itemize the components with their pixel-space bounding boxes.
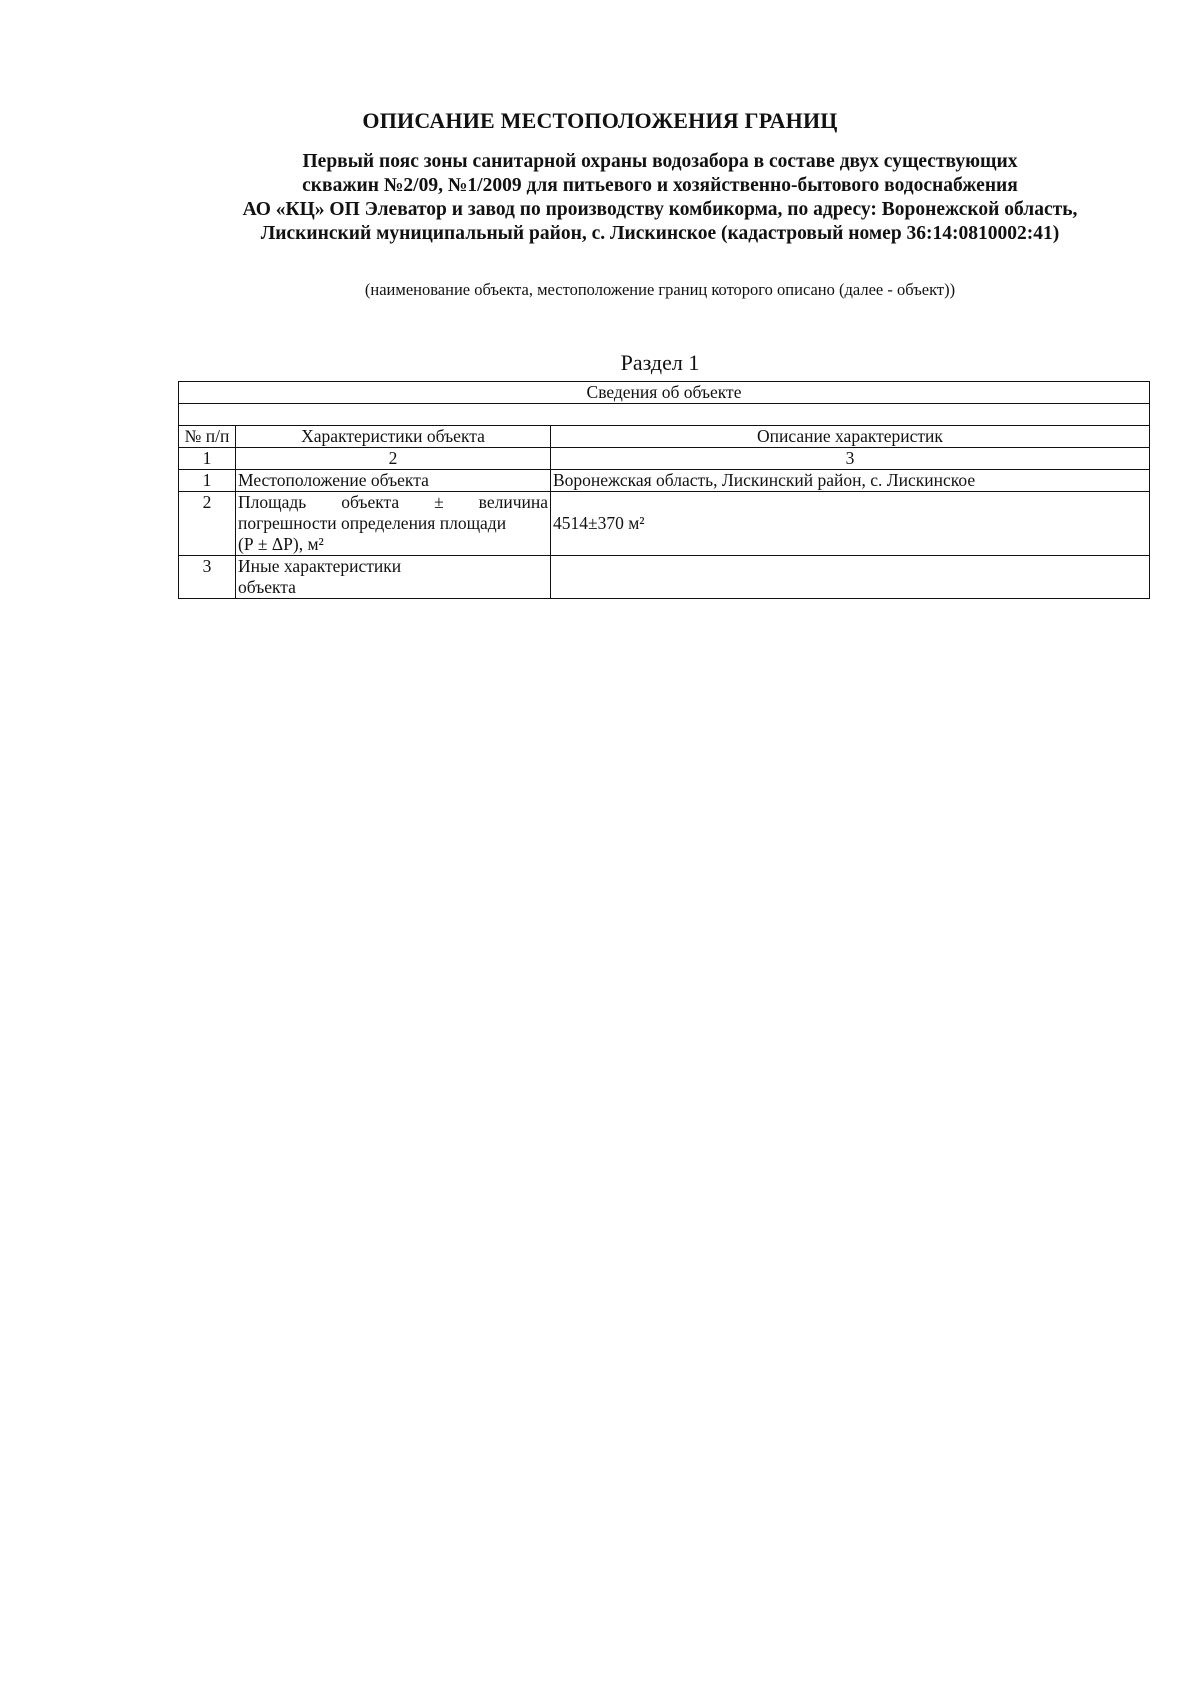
characteristic-line: Площадь объекта ± величина	[238, 492, 548, 512]
table-row	[179, 492, 1150, 556]
row-value: 4514±370 м²	[551, 492, 1150, 556]
characteristic-line: (Р ± ΔР), м²	[238, 534, 324, 554]
table-row	[179, 556, 1150, 599]
object-caption: (наименование объекта, местоположение границ которого описано (далее - объект))	[364, 280, 956, 299]
row-characteristic	[236, 492, 551, 556]
subtitle-line: АО «КЦ» ОП Элеватор и завод по производству комбикорма, по адресу: Воронежской область,	[242, 199, 1078, 220]
characteristic-line: объекта	[238, 577, 296, 597]
column-header-description: Описание характеристик	[551, 426, 1150, 448]
table-column-numbers-row	[179, 448, 1150, 470]
row-characteristic: Местоположение объекта	[236, 470, 551, 492]
column-number: 3	[551, 448, 1150, 470]
column-header-characteristic: Характеристики объекта	[236, 426, 551, 448]
subtitle-line: Первый пояс зоны санитарной охраны водозабора в составе двух существующих	[302, 151, 1018, 172]
object-info-table	[178, 381, 1150, 599]
table-empty-row	[179, 404, 1150, 426]
row-number: 1	[179, 470, 236, 492]
characteristic-line: Иные характеристики	[238, 556, 402, 576]
table-header-row	[179, 426, 1150, 448]
object-name	[160, 150, 1160, 246]
row-number: 3	[179, 556, 236, 599]
column-header-number: № п/п	[179, 426, 236, 448]
column-number: 2	[236, 448, 551, 470]
row-value: Воронежская область, Лискинский район, с. Лискинское	[551, 470, 1150, 492]
subtitle-line: Лискинский муниципальный район, с. Лискинское (кадастровый номер 36:14:0810002:41)	[260, 223, 1060, 244]
table-empty-cell	[179, 404, 1150, 426]
characteristic-line: погрешности определения площади	[238, 513, 507, 533]
subtitle-line: скважин №2/09, №1/2009 для питьевого и хозяйственно-бытового водоснабжения	[302, 175, 1018, 196]
table-row	[179, 470, 1150, 492]
table-heading: Сведения об объекте	[179, 382, 1150, 404]
table-heading-row	[179, 382, 1150, 404]
row-value	[551, 556, 1150, 599]
column-number: 1	[179, 448, 236, 470]
row-number: 2	[179, 492, 236, 556]
section-title: Раздел 1	[620, 350, 700, 375]
row-characteristic	[236, 556, 551, 599]
document-title: ОПИСАНИЕ МЕСТОПОЛОЖЕНИЯ ГРАНИЦ	[362, 108, 838, 133]
